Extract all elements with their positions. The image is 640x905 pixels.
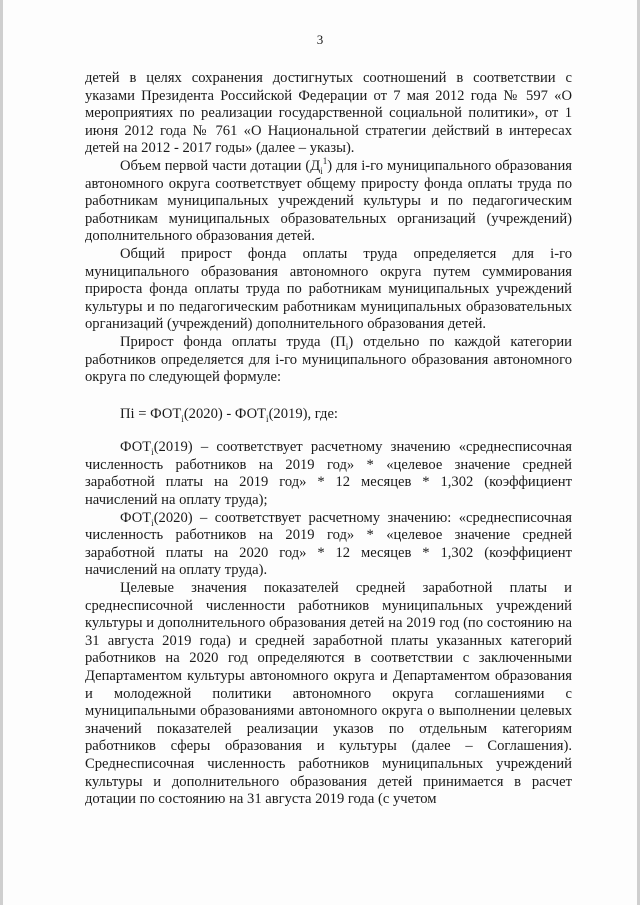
scan-edge-left <box>0 0 3 905</box>
formula: Пi = $ФОТ_i(2020) - ФОТ_i(2019)$, где: <box>120 405 338 424</box>
definition-fot-2019: $ФОТ_i(2019)$ – соответствует расчетному значению «среднесписочная численность работников на 2019 год» * «целевое значение средней заработной платы на 2019 год» * 12 месяцев * 1,302 (коэффициент начислений на оплату труда); <box>85 439 572 509</box>
document-body <box>85 70 572 809</box>
paragraph-1: детей в целях сохранения достигнутых соотношений в соответствии с указами Президента Российской Федерации от 7 мая 2012 года № 597 «О мероприятиях по реализации государственной социальной политики», от 1 июня 2012 года № 761 «О Национальной стратегии действий в интересах детей на 2012 - 2017 годы» (далее – указы). <box>85 70 572 157</box>
paragraph-3: Общий прирост фонда оплаты труда определяется для i-го муниципального образования автономного округа путем суммирования прироста фонда оплаты труда по работникам муниципальных учреждений культуры и по педагогическим работникам муниципальных образовательных организаций (учреждений) дополнительного образования детей. <box>85 245 572 333</box>
paragraph-4: Прирост фонда оплаты труда $(П_i)$ отдельно по каждой категории работников определяется для i-го муниципального образования автономного округа по следующей формуле: <box>85 333 572 386</box>
page-number: 3 <box>316 32 324 47</box>
definition-fot-2020: $ФОТ_i(2020)$ – соответствует расчетному значению: «среднесписочная численность работников на 2019 год» * «целевое значение средней заработной платы на 2020 год» * 12 месяцев * 1,302 (коэффициент начислений на оплату труда). <box>85 509 572 579</box>
paragraph-7: Целевые значения показателей средней заработной платы и среднесписочной численности работников муниципальных учреждений культуры и дополнительного образования детей на 2019 год (по состоянию на 31 августа 2019 года) и средней заработной платы указанных категорий работников на 2020 год определяются в соответствии с заключенными Департаментом культуры автономного округа и Департаментом образования и молодежной политики автономного округа соглашениями с муниципальными образованиями автономного округа о выполнении целевых значений показателей реализации указов по отдельным категориям работников сферы образования и культуры (далее – Соглашения). Среднесписочная численность работников муниципальных учреждений культуры и дополнительного образования детей принимается в расчет дотации по состоянию на 31 августа 2019 года (с учетом <box>85 580 572 808</box>
paragraph-2: Объем первой части дотации $(Д_i^1)$ для i-го муниципального образования автономного округа соответствует общему приросту фонда оплаты труда по работникам муниципальных учреждений культуры и по педагогическим работникам муниципальных образовательных организаций (учреждений) дополнительного образования детей. <box>85 156 572 245</box>
